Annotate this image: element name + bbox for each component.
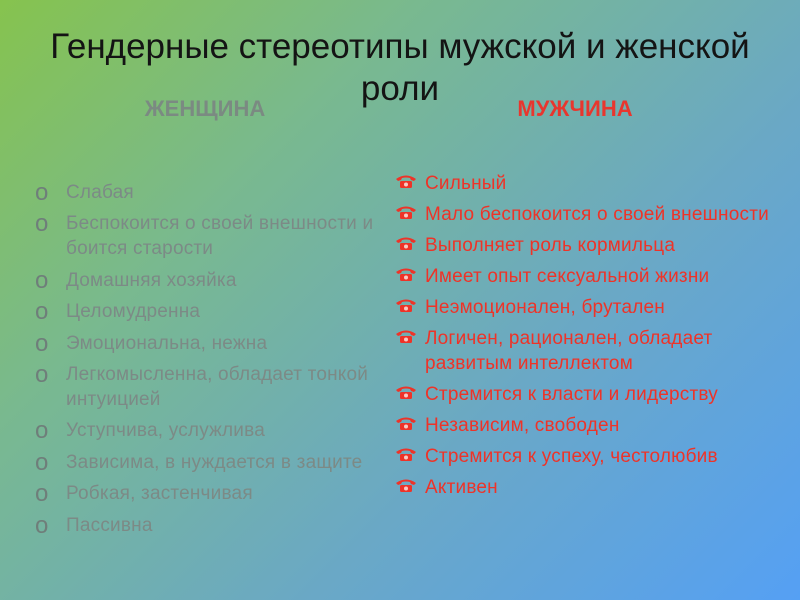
list-item-text: Целомудренна <box>66 301 201 323</box>
list-item <box>394 295 784 320</box>
telephone-icon <box>394 477 418 493</box>
list-item <box>394 382 784 407</box>
list-item-text: Робкая, застенчивая <box>66 483 253 505</box>
circle-bullet-icon: o <box>35 480 49 508</box>
circle-bullet-icon: o <box>35 266 49 294</box>
telephone-icon <box>394 415 418 431</box>
list-item <box>394 413 784 438</box>
list-item <box>34 362 379 412</box>
list-item <box>34 268 379 293</box>
list-item <box>394 202 784 227</box>
circle-bullet-icon: o <box>35 448 49 476</box>
list-item <box>394 264 784 289</box>
telephone-icon <box>394 297 418 313</box>
list-item <box>394 475 784 500</box>
list-item-text: Сильный <box>425 173 507 194</box>
list-item <box>394 171 784 196</box>
telephone-icon <box>394 384 418 400</box>
list-item <box>394 444 784 469</box>
list-item <box>34 450 379 475</box>
list-item-text: Мало беспокоится о своей внешности <box>425 204 769 225</box>
circle-bullet-icon: o <box>35 511 49 539</box>
list-item-text: Стремится к власти и лидерству <box>425 384 718 405</box>
list-item <box>394 326 784 376</box>
list-item <box>34 418 379 443</box>
circle-bullet-icon: o <box>35 329 49 357</box>
circle-bullet-icon: o <box>35 298 49 326</box>
list-item-text: Неэмоционален, брутален <box>425 297 665 318</box>
list-item-text: Имеет опыт сексуальной жизни <box>425 266 710 287</box>
list-item <box>34 481 379 506</box>
list-item <box>34 180 379 205</box>
list-item-text: Слабая <box>66 182 134 203</box>
list-item <box>34 331 379 356</box>
list-item-text: Легкомысленна, обладает тонкой интуицией <box>66 363 369 410</box>
list-item <box>394 233 784 258</box>
circle-bullet-icon: o <box>35 179 49 206</box>
list-item-text: Эмоциональна, нежна <box>66 332 268 354</box>
telephone-icon <box>394 173 418 189</box>
list-item-text: Уступчива, услужлива <box>66 420 265 442</box>
telephone-icon <box>394 328 418 344</box>
male-stereotypes-list <box>394 171 784 506</box>
list-item-text: Беспокоится о своей внешности и боится старости <box>66 213 374 260</box>
list-item <box>34 211 379 261</box>
telephone-icon <box>394 235 418 251</box>
list-item <box>34 299 379 324</box>
circle-bullet-icon: o <box>35 210 49 238</box>
list-item <box>34 513 379 538</box>
list-item-text: Домашняя хозяйка <box>66 269 237 291</box>
list-item-text: Пассивна <box>66 514 153 536</box>
female-stereotypes-list <box>34 180 379 544</box>
list-item-text: Выполняет роль кормильца <box>425 235 676 256</box>
list-item-text: Стремится к успеху, честолюбив <box>425 446 718 467</box>
list-item-text: Логичен, рационален, обладает развитым интеллектом <box>425 328 713 374</box>
slide-title: Гендерные стереотипы мужской и женской роли <box>50 27 750 108</box>
circle-bullet-icon: o <box>35 360 49 388</box>
telephone-icon <box>394 266 418 282</box>
female-column-header: ЖЕНЩИНА <box>144 96 266 121</box>
list-item-text: Независим, свободен <box>425 415 620 436</box>
list-item-text: Зависима, в нуждается в защите <box>66 451 363 473</box>
male-column-header: МУЖЧИНА <box>517 96 633 121</box>
telephone-icon <box>394 204 418 220</box>
telephone-icon <box>394 446 418 462</box>
list-item-text: Активен <box>425 477 498 498</box>
circle-bullet-icon: o <box>35 417 49 445</box>
